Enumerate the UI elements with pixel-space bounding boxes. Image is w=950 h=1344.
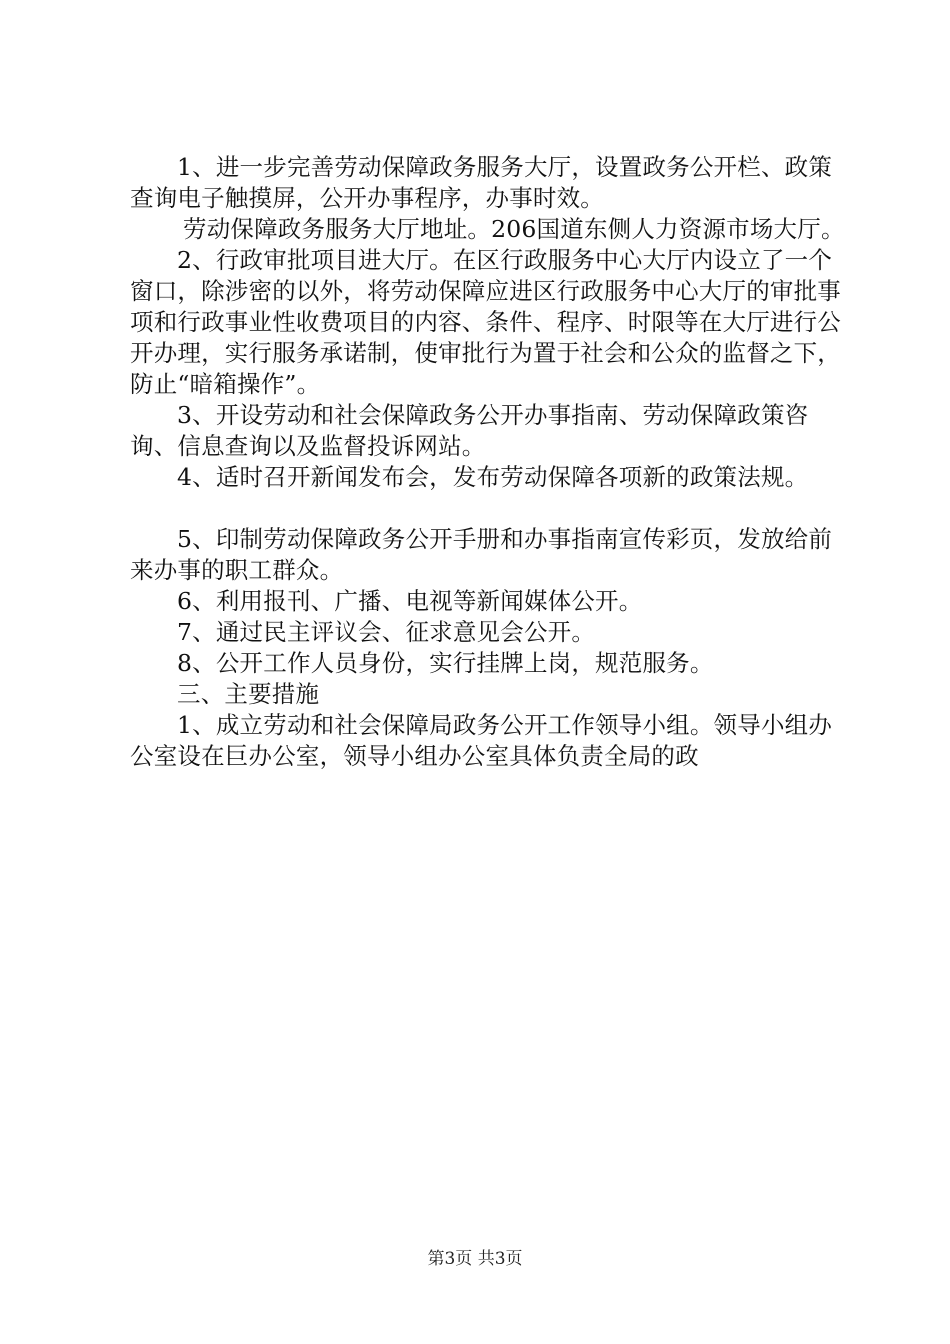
paragraph-3: 2、行政审批项目进大厅。在区行政服务中心大厅内设立了一个窗口，除涉密的以外，将劳动保障应进区行政服务中心大厅的审批事项和行政事业性收费项目的内容、条件、程序、时限等在大厅进行公开办理，实行服务承诺制，使审批行为置于社会和公众的监督之下，防止“暗箱操作”。: [130, 246, 841, 398]
page-number: 第3页 共3页: [427, 1249, 523, 1269]
paragraph-6: 5、印制劳动保障政务公开手册和办事指南宣传彩页，发放给前来办事的职工群众。: [130, 525, 833, 584]
section-heading: 三、主要措施: [177, 680, 320, 708]
paragraph-9: 8、公开工作人员身份，实行挂牌上岗，规范服务。: [177, 649, 714, 677]
paragraph-gap: [130, 493, 850, 524]
paragraph-5: 4、适时召开新闻发布会，发布劳动保障各项新的政策法规。: [177, 463, 809, 491]
paragraph-4: 3、开设劳动和社会保障政务公开办事指南、劳动保障政策咨询、信息查询以及监督投诉网站。: [130, 401, 809, 460]
paragraph-2: 劳动保障政务服务大厅地址。206国道东侧人力资源市场大厅。: [183, 215, 845, 243]
paragraph-8: 7、通过民主评议会、征求意见会公开。: [177, 618, 596, 646]
paragraph-7: 6、利用报刊、广播、电视等新闻媒体公开。: [177, 587, 643, 615]
document-body: [130, 152, 850, 772]
paragraph-1: 1、进一步完善劳动保障政务服务大厅，设置政务公开栏、政策查询电子触摸屏，公开办事程序，办事时效。: [130, 153, 833, 212]
paragraph-10: 1、成立劳动和社会保障局政务公开工作领导小组。领导小组办公室设在巨办公室，领导小组办公室具体负责全局的政: [130, 711, 833, 770]
